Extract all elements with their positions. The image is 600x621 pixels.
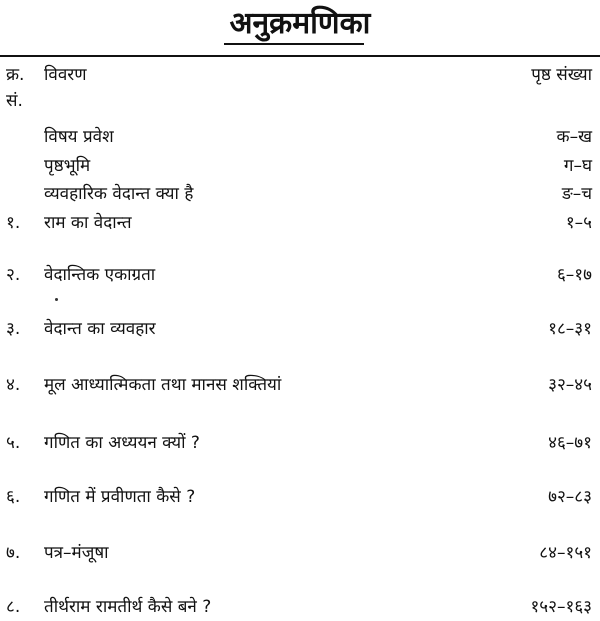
title-underline xyxy=(224,43,364,45)
toc-title: पृष्ठभूमि xyxy=(44,156,91,176)
toc-number: ४. xyxy=(6,375,21,395)
toc-number: ८. xyxy=(6,597,21,617)
toc-pages: ङ–च xyxy=(561,184,592,204)
toc-pages: ७२–८३ xyxy=(548,487,592,507)
toc-number: ३. xyxy=(6,319,21,339)
header-divider xyxy=(0,55,600,57)
toc-title: वेदान्तिक एकाग्रता xyxy=(44,265,156,285)
toc-pages: ६–१७ xyxy=(556,265,592,285)
toc-pages: ४६–७१ xyxy=(548,433,592,453)
toc-pages: क–ख xyxy=(556,127,592,147)
toc-title: गणित में प्रवीणता कैसे ? xyxy=(44,487,196,507)
print-speck xyxy=(55,298,58,301)
page-title: अनुक्रमणिका xyxy=(229,6,371,41)
toc-number: २. xyxy=(6,265,21,285)
toc-number: ५. xyxy=(6,433,21,453)
header-description: विवरण xyxy=(44,65,87,85)
toc-title: व्यवहारिक वेदान्त क्या है xyxy=(44,184,194,204)
toc-pages: ३२–४५ xyxy=(548,375,592,395)
header-serial-no: क्र. xyxy=(6,65,25,85)
toc-pages: ग–घ xyxy=(563,156,592,176)
toc-title: तीर्थराम रामतीर्थ कैसे बने ? xyxy=(44,597,212,617)
header-serial-no-line2: सं. xyxy=(6,91,23,111)
toc-number: ६. xyxy=(6,487,21,507)
toc-title: पत्र–मंजूषा xyxy=(44,543,109,563)
toc-pages: १५२–१६३ xyxy=(530,597,592,617)
toc-number: १. xyxy=(6,213,21,233)
toc-title: राम का वेदान्त xyxy=(44,213,132,233)
toc-pages: १८–३१ xyxy=(548,319,592,339)
header-page-number: पृष्ठ संख्या xyxy=(531,65,592,85)
toc-number: ७. xyxy=(6,543,21,563)
toc-pages: ८४–१५१ xyxy=(539,543,592,563)
toc-title: गणित का अध्ययन क्यों ? xyxy=(44,433,200,453)
toc-pages: १–५ xyxy=(565,213,592,233)
toc-title: वेदान्त का व्यवहार xyxy=(44,319,156,339)
toc-title: मूल आध्यात्मिकता तथा मानस शक्तियां xyxy=(44,375,282,395)
toc-title: विषय प्रवेश xyxy=(44,127,114,147)
